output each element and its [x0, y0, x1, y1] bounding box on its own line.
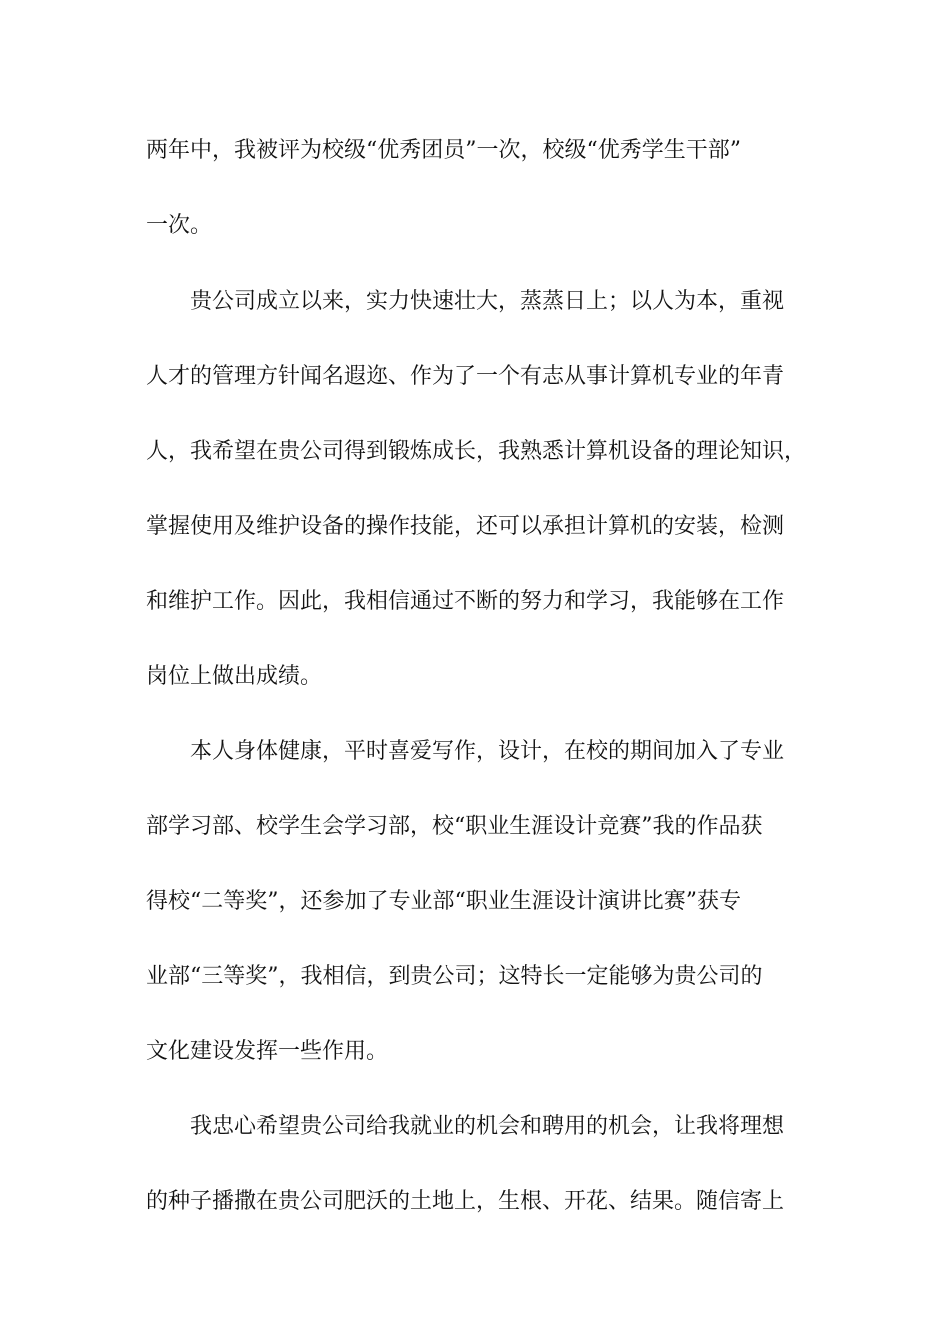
text-line: 两年中，我被评为校级“优秀团员”一次，校级“优秀学生干部”	[146, 138, 741, 163]
text-line: 的种子播撒在贵公司肥沃的土地上，生根、开花、结果。随信寄上	[146, 1189, 785, 1214]
text-line: 人，我希望在贵公司得到锻炼成长，我熟悉计算机设备的理论知识，	[146, 439, 807, 464]
text-line: 部学习部、校学生会学习部，校“职业生涯设计竞赛”我的作品获	[146, 814, 763, 839]
paragraph-first-line: 本人身体健康，平时喜爱写作，设计，在校的期间加入了专业	[190, 739, 785, 764]
paragraph-first-line: 我忠心希望贵公司给我就业的机会和聘用的机会，让我将理想	[190, 1114, 785, 1139]
text-line: 人才的管理方针闻名遐迩、作为了一个有志从事计算机专业的年青	[146, 364, 785, 389]
text-line: 岗位上做出成绩。	[146, 664, 323, 689]
text-line: 掌握使用及维护设备的操作技能，还可以承担计算机的安装，检测	[146, 514, 785, 539]
text-line: 一次。	[146, 213, 213, 238]
paragraph-first-line: 贵公司成立以来，实力快速壮大，蒸蒸日上；以人为本，重视	[190, 289, 785, 314]
text-line: 和维护工作。因此，我相信通过不断的努力和学习，我能够在工作	[146, 589, 785, 614]
text-line: 得校“二等奖”，还参加了专业部“职业生涯设计演讲比赛”获专	[146, 889, 741, 914]
text-line: 业部“三等奖”，我相信，到贵公司；这特长一定能够为贵公司的	[146, 964, 763, 989]
text-line: 文化建设发挥一些作用。	[146, 1039, 389, 1064]
